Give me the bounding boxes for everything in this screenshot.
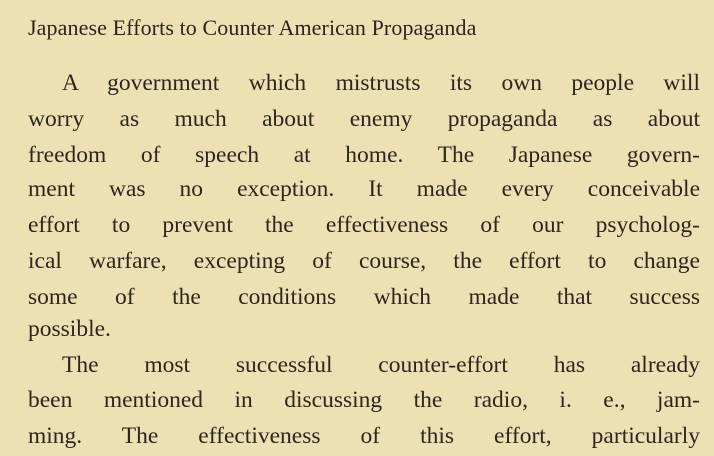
text-line: ment was no exception. It made every conceivable [28, 176, 700, 202]
text-line: A government which mistrusts its own people will [62, 70, 700, 96]
text-line: effort to prevent the effectiveness of our psycholog- [28, 212, 700, 238]
text-line: ical warfare, excepting of course, the effort to change [28, 248, 700, 274]
text-line: freedom of speech at home. The Japanese govern- [28, 142, 700, 168]
text-line: some of the conditions which made that success [28, 284, 700, 310]
section-heading: Japanese Efforts to Counter American Propaganda [28, 15, 477, 40]
text-line: been mentioned in discussing the radio, i. e., jam- [28, 387, 700, 413]
text-line: possible. [28, 316, 111, 342]
text-line: worry as much about enemy propaganda as about [28, 106, 700, 132]
text-line: ming. The effectiveness of this effort, particularly [28, 423, 700, 449]
text-line: The most successful counter-effort has already [62, 352, 700, 378]
